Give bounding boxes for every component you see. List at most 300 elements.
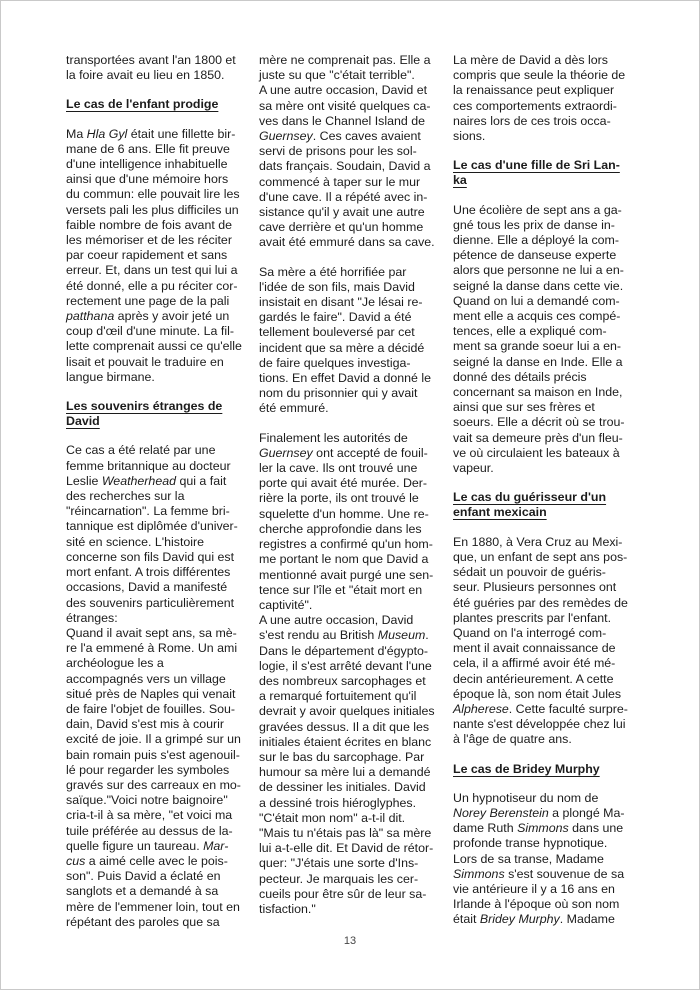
body-text: . Ces caves avaient <box>312 129 421 144</box>
paragraph <box>453 53 645 144</box>
body-text: pecteur. Je marquais les cer- <box>259 871 419 886</box>
paragraph <box>453 535 645 748</box>
text-line <box>66 443 258 458</box>
heading-line <box>453 173 645 188</box>
text-line <box>66 127 258 142</box>
text-line <box>453 806 645 821</box>
body-text: que, un enfant de sept ans pos- <box>453 549 628 564</box>
text-line <box>453 626 645 641</box>
text-line <box>259 583 451 598</box>
text-line <box>66 68 258 83</box>
body-text: tellement bouleversé par cet <box>259 325 415 340</box>
text-line <box>453 882 645 897</box>
heading-line <box>453 158 645 173</box>
body-text: lette comprenait aussi ce qu'elle <box>66 339 242 354</box>
text-line <box>66 203 258 218</box>
body-text: femme britannique au docteur <box>66 458 231 473</box>
text-line <box>259 175 451 190</box>
text-line <box>66 884 258 899</box>
italic-text: Simmons <box>453 866 505 881</box>
body-text: coup d'œil d'une minute. La fil- <box>66 324 234 339</box>
body-text: de dessiner les initiales. David <box>259 780 426 795</box>
text-line <box>453 821 645 836</box>
body-text: concerne son fils David qui est <box>66 549 235 564</box>
text-line <box>66 565 258 580</box>
text-line <box>453 717 645 732</box>
text-line <box>453 400 645 415</box>
body-text: profonde transe hypnotique. <box>453 836 608 851</box>
body-text: Irlande à l'époque où son nom <box>453 897 620 912</box>
body-text: été donné, elle a pu réciter cor- <box>66 278 238 293</box>
body-text: gravées dessus. Il a dit que les <box>259 719 430 734</box>
body-text: Quand on lui a demandé com- <box>453 293 620 308</box>
text-line <box>66 263 258 278</box>
body-text: la foire avait eu lieu en 1850. <box>66 68 225 83</box>
body-text: dain, David s'est mis à courir <box>66 717 224 732</box>
body-text: sa mère ont visité quelques ca- <box>259 98 431 113</box>
body-text: vie antérieure il y a 16 ans en <box>453 881 615 896</box>
paragraph <box>259 431 451 918</box>
body-text: tence sur l'île et "était mort en <box>259 582 423 597</box>
page-number: 13 <box>343 935 357 947</box>
text-line <box>66 157 258 172</box>
text-line <box>66 900 258 915</box>
body-text: des nombreux sarcophages et <box>259 673 426 688</box>
body-text: accompagnés vers un village <box>66 671 226 686</box>
text-line <box>453 248 645 263</box>
body-text: vapeur. <box>453 461 494 476</box>
body-text: son". Puis David a éclaté en <box>66 869 221 884</box>
body-text: Finalement les autorités de <box>259 430 408 445</box>
text-line <box>259 83 451 98</box>
text-line <box>453 415 645 430</box>
text-line <box>66 824 258 839</box>
text-line <box>66 53 258 68</box>
body-text: . Madame <box>559 912 615 927</box>
text-line <box>453 446 645 461</box>
body-text: Quand on l'a interrogé com- <box>453 625 607 640</box>
body-text: tences, elle a expliqué com- <box>453 324 607 339</box>
text-line <box>453 263 645 278</box>
body-text: tions. En effet David a donné le <box>259 371 431 386</box>
body-text: de faire quelques investiga- <box>259 355 411 370</box>
body-text: ve où circulaient les bateaux à <box>453 445 620 460</box>
body-text: enfant mexicain <box>453 505 547 520</box>
body-text: rectement une page de la pali <box>66 293 230 308</box>
text-line <box>453 656 645 671</box>
body-text: était une fillette bir- <box>127 126 236 141</box>
body-text: seur. Plusieurs personnes ont <box>453 580 617 595</box>
italic-text: Norey Berenstein <box>453 805 549 820</box>
body-text: vait sa demeure près d'un fleu- <box>453 430 623 445</box>
text-line <box>453 867 645 882</box>
body-text: dienne. Elle a déployé la com- <box>453 233 619 248</box>
italic-text: Guernsey <box>259 445 313 460</box>
text-line <box>66 778 258 793</box>
text-line <box>259 461 451 476</box>
text-line <box>259 674 451 689</box>
body-text: rière la porte, ils ont trouvé le <box>259 491 419 506</box>
body-text: transportées avant l'an 1800 et <box>66 53 236 67</box>
body-text: Les souvenirs étranges de <box>66 399 223 414</box>
body-text: a dessiné trois hiéroglyphes. <box>259 795 417 810</box>
text-line <box>453 550 645 565</box>
body-text: ces comportements extraordi- <box>453 98 617 113</box>
italic-text: Alpherese <box>453 701 509 716</box>
body-text: faible nombre de fois avant de <box>66 217 233 232</box>
body-text: dats français. Soudain, David a <box>259 159 431 174</box>
text-line <box>66 324 258 339</box>
body-text: erreur. Et, dans un test qui lui a <box>66 263 238 278</box>
text-line <box>453 339 645 354</box>
text-line <box>66 504 258 519</box>
body-text: Lors de sa transe, Madame <box>453 851 604 866</box>
body-text: mane de 6 ans. Elle fit preuve <box>66 141 230 156</box>
body-text: gné tous les prix de danse in- <box>453 217 615 232</box>
body-text: avait été emmuré dans sa cave. <box>259 235 435 250</box>
text-line <box>259 491 451 506</box>
body-text: Ce cas a été relaté par une <box>66 443 216 458</box>
text-line <box>453 732 645 747</box>
body-text: soeurs. Elle a décrit où se trou- <box>453 415 625 430</box>
text-line <box>66 808 258 823</box>
body-text: seigné la danse dans cette vie. <box>453 278 624 293</box>
text-line <box>453 461 645 476</box>
text-line <box>453 83 645 98</box>
text-line <box>259 856 451 871</box>
body-text: David <box>66 414 100 429</box>
body-text: . <box>425 628 429 643</box>
text-line <box>259 689 451 704</box>
text-line <box>453 641 645 656</box>
text-line <box>66 294 258 309</box>
text-line <box>259 720 451 735</box>
body-text: s'est rendu au British <box>259 628 378 643</box>
body-text: tuile préférée au dessus de la- <box>66 823 233 838</box>
text-line <box>453 309 645 324</box>
body-text: pétence de danseuse experte <box>453 248 617 263</box>
text-line <box>259 114 451 129</box>
italic-text: Weatherhead <box>101 473 176 488</box>
text-line <box>259 371 451 386</box>
body-text: époque là, son nom était Jules <box>453 686 622 701</box>
body-text: a aimé celle avec le pois- <box>85 853 228 868</box>
text-line <box>66 339 258 354</box>
body-text: Le cas de Bridey Murphy <box>453 761 600 776</box>
text-line <box>259 325 451 340</box>
body-text: lisait et pouvait le traduire en <box>66 354 224 369</box>
body-text: de faire l'objet de fouilles. Sou- <box>66 701 236 716</box>
body-text: ler la cave. Ils ont trouvé une <box>259 461 418 476</box>
paragraph <box>66 127 258 385</box>
body-text: d'une cave. Il a répété avec in- <box>259 189 428 204</box>
text-line <box>453 672 645 687</box>
text-line <box>453 852 645 867</box>
text-line <box>259 235 451 250</box>
text-line <box>453 233 645 248</box>
body-text: cave derrière et qu'un homme <box>259 220 424 235</box>
text-line <box>453 431 645 446</box>
section-heading <box>66 399 258 429</box>
body-text: par coeur rapidement et sans <box>66 248 228 263</box>
text-line <box>259 644 451 659</box>
text-line <box>259 356 451 371</box>
body-text: sanglots et a demandé à sa <box>66 884 219 899</box>
text-line <box>259 507 451 522</box>
italic-text: Bridey Murphy <box>479 912 560 927</box>
body-text: ont accepté de fouil- <box>312 445 428 460</box>
body-text: Ma <box>66 126 87 141</box>
body-text: commencé à taper sur le mur <box>259 174 421 189</box>
text-line <box>66 172 258 187</box>
text-line <box>453 897 645 912</box>
body-text: A une autre occasion, David et <box>259 83 428 98</box>
body-text: cela, il a affirmé avoir été mé- <box>453 656 616 671</box>
body-text: mentionné avait purgé une sen- <box>259 567 434 582</box>
body-text: s'est souvenue de sa <box>504 866 625 881</box>
body-text: seigné la danse en Inde. Elle a <box>453 354 623 369</box>
body-text: registres a confirmé qu'un hom- <box>259 537 433 552</box>
text-line <box>453 611 645 626</box>
body-text: incident que sa mère a décidé <box>259 340 425 355</box>
text-line <box>453 791 645 806</box>
body-text: insistait en disant "Je lésai re- <box>259 295 423 310</box>
body-text: la renaissance peut expliquer <box>453 83 615 98</box>
text-line <box>66 748 258 763</box>
body-text: Sa mère a été horrifiée par <box>259 264 407 279</box>
text-line <box>66 626 258 641</box>
body-text: mort enfant. A trois différentes <box>66 565 231 580</box>
text-line <box>259 446 451 461</box>
body-text: qui a fait <box>176 473 227 488</box>
text-line <box>259 522 451 537</box>
body-text: versets pali les plus difficiles un <box>66 202 239 217</box>
text-line <box>259 220 451 235</box>
text-line <box>259 765 451 780</box>
text-line <box>259 431 451 446</box>
body-text: La mère de David a dès lors <box>453 53 608 67</box>
text-line <box>259 280 451 295</box>
paragraph <box>66 443 258 930</box>
body-text: été emmuré. <box>259 401 329 416</box>
body-text: ka <box>453 173 467 188</box>
text-line <box>259 552 451 567</box>
text-line <box>66 611 258 626</box>
body-text: quer: "J'étais une sorte d'Ins- <box>259 856 419 871</box>
body-text: compris que seule la théorie de <box>453 68 626 83</box>
body-text: les mémoriser et de les réciter <box>66 233 232 248</box>
text-line <box>66 233 258 248</box>
text-line <box>259 796 451 811</box>
text-column-left <box>66 53 258 930</box>
text-line <box>66 519 258 534</box>
heading-line <box>453 762 645 777</box>
text-line <box>66 596 258 611</box>
text-line <box>453 687 645 702</box>
body-text: gardés le faire". David a été <box>259 310 412 325</box>
text-line <box>259 568 451 583</box>
italic-text: patthana <box>66 309 115 324</box>
body-text: après y avoir jeté un <box>114 309 230 324</box>
body-text: excité de joie. Il a grimpé sur un <box>66 732 241 747</box>
body-text: decin antérieurement. A cette <box>453 671 614 686</box>
italic-text: Simmons <box>517 821 569 836</box>
text-line <box>66 309 258 324</box>
body-text: donné des détails précis <box>453 369 587 384</box>
body-text: logie, il s'est arrêté devant l'une <box>259 658 432 673</box>
text-line <box>66 459 258 474</box>
heading-line <box>66 414 258 429</box>
text-line <box>66 535 258 550</box>
text-line <box>453 702 645 717</box>
text-line <box>259 780 451 795</box>
text-line <box>259 902 451 917</box>
body-text: sité en science. L'histoire <box>66 534 205 549</box>
body-text: gravés sur des carreaux en mo- <box>66 777 241 792</box>
body-text: "C'était mon nom" a-t-il dit. <box>259 810 406 825</box>
text-line <box>66 915 258 930</box>
body-text: sédait un pouvoir de guéris- <box>453 565 606 580</box>
text-line <box>259 53 451 68</box>
body-text: naires lors de ces trois occa- <box>453 113 611 128</box>
body-text: . Cette faculté surpre- <box>508 701 628 716</box>
text-line <box>259 401 451 416</box>
text-line <box>66 370 258 385</box>
text-line <box>259 310 451 325</box>
section-heading <box>453 490 645 520</box>
text-line <box>453 912 645 927</box>
body-text: re l'a emmené à Rome. Un ami <box>66 641 238 656</box>
paragraph <box>453 203 645 477</box>
body-text: Le cas de l'enfant prodige <box>66 97 219 112</box>
body-text: bain romain puis s'est agenouil- <box>66 747 240 762</box>
text-line <box>259 704 451 719</box>
body-text: mère de l'emmener loin, tout en <box>66 899 240 914</box>
body-text: langue birmane. <box>66 369 155 384</box>
text-line <box>453 68 645 83</box>
text-line <box>453 385 645 400</box>
text-line <box>453 355 645 370</box>
body-text: Quand il avait sept ans, sa mè- <box>66 625 237 640</box>
body-text: juste su que "c'était terrible". <box>259 68 415 83</box>
paragraph <box>66 53 258 83</box>
text-line <box>453 370 645 385</box>
heading-line <box>453 505 645 520</box>
body-text: sur le bas du sarcophage. Par <box>259 749 425 764</box>
body-text: saïque."Voici notre baignoire" <box>66 793 228 808</box>
text-column-middle <box>259 53 451 917</box>
text-line <box>66 656 258 671</box>
body-text: ment il avait connaissance de <box>453 641 616 656</box>
text-line <box>259 295 451 310</box>
body-text: tisfaction." <box>259 901 316 916</box>
body-text: nom du prisonnier qui y avait <box>259 386 418 401</box>
italic-text: cus <box>66 853 86 868</box>
body-text: cherche approfondie dans les <box>259 521 422 536</box>
body-text: cria-t-il à sa mère, "et voici ma <box>66 808 233 823</box>
body-text: étranges: <box>66 610 118 625</box>
body-text: archéologue les a <box>66 656 164 671</box>
body-text: était <box>453 912 480 927</box>
body-text: concernant sa maison en Inde, <box>453 385 623 400</box>
body-text: ainsi que sur ses frères et <box>453 400 595 415</box>
text-line <box>66 702 258 717</box>
body-text: Le cas du guérisseur d'un <box>453 490 607 505</box>
body-text: nante s'est développée chez lui <box>453 717 626 732</box>
italic-text: Hla Gyl <box>86 126 128 141</box>
text-line <box>259 659 451 674</box>
body-text: d'une intelligence inhabituelle <box>66 157 228 172</box>
body-text: En 1880, à Vera Cruz au Mexi- <box>453 534 623 549</box>
body-text: captivité". <box>259 597 313 612</box>
body-text: sistance qu'il y avait une autre <box>259 205 425 220</box>
paragraph <box>259 265 451 417</box>
body-text: situé près de Naples qui venait <box>66 686 236 701</box>
body-text: alors que personne ne lui a en- <box>453 263 624 278</box>
text-line <box>453 324 645 339</box>
body-text: sions. <box>453 129 486 144</box>
section-heading <box>453 762 645 777</box>
text-line <box>259 613 451 628</box>
text-line <box>66 279 258 294</box>
text-line <box>259 341 451 356</box>
text-line <box>66 489 258 504</box>
text-line <box>453 218 645 233</box>
body-text: Un hypnotiseur du nom de <box>453 790 599 805</box>
text-line <box>453 535 645 550</box>
body-text: servi de prisons pour les sol- <box>259 144 417 159</box>
text-line <box>259 476 451 491</box>
section-heading <box>453 158 645 188</box>
text-column-right <box>453 53 645 928</box>
text-line <box>66 687 258 702</box>
body-text: porte qui avait été murée. Der- <box>259 476 428 491</box>
text-line <box>453 836 645 851</box>
body-text: lui a-t-elle dit. Et David de rétor- <box>259 841 434 856</box>
text-line <box>66 474 258 489</box>
text-line <box>259 144 451 159</box>
text-line <box>259 68 451 83</box>
text-line <box>453 565 645 580</box>
text-line <box>66 550 258 565</box>
text-line <box>259 386 451 401</box>
text-line <box>66 763 258 778</box>
body-text: ainsi que d'une mémoire hors <box>66 172 229 187</box>
body-text: l'idée de son fils, mais David <box>259 279 415 294</box>
text-line <box>66 142 258 157</box>
text-line <box>259 826 451 841</box>
text-line <box>66 355 258 370</box>
text-line <box>66 839 258 854</box>
text-line <box>453 294 645 309</box>
body-text: a plongé Ma- <box>548 805 625 820</box>
body-text: quelle figure un taureau. <box>66 838 204 853</box>
text-line <box>453 580 645 595</box>
text-line <box>453 279 645 294</box>
text-line <box>259 811 451 826</box>
text-line <box>66 869 258 884</box>
text-line <box>453 99 645 114</box>
body-text: dame Ruth <box>453 821 518 836</box>
body-text: du commun: elle pouvait lire les <box>66 187 240 202</box>
body-text: Le cas d'une fille de Sri Lan- <box>453 158 620 173</box>
body-text: mère ne comprenait pas. Elle a <box>259 53 431 67</box>
body-text: initiales étaient écrites en blanc <box>259 734 432 749</box>
text-line <box>453 53 645 68</box>
body-text: "réincarnation". La femme bri- <box>66 504 230 519</box>
paragraph <box>259 53 451 251</box>
body-text: me portant le nom que David a <box>259 552 429 567</box>
